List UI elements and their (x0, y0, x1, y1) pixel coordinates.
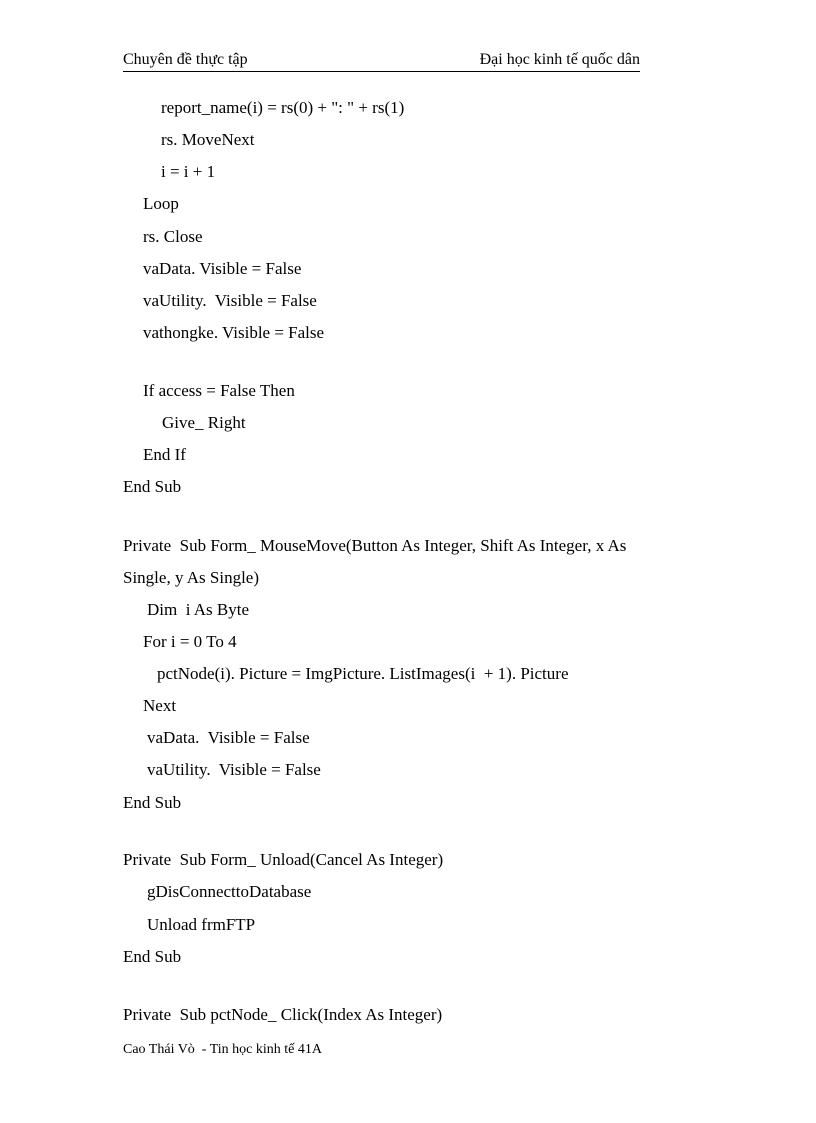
code-line: Dim i As Byte (147, 600, 250, 619)
code-line: End Sub (123, 477, 182, 496)
code-line: vathongke. Visible = False (143, 323, 325, 342)
code-line: Next (143, 696, 177, 715)
code-line: gDisConnecttoDatabase (147, 882, 312, 901)
code-line: Private Sub Form_ Unload(Cancel As Integer) (123, 850, 444, 869)
code-line: Single, y As Single) (123, 568, 260, 587)
code-line: Private Sub Form_ MouseMove(Button As Integer, Shift As Integer, x As (123, 536, 627, 555)
code-line: Loop (143, 194, 179, 213)
header-left-text: Chuyên đề thực tập (123, 51, 248, 68)
code-line: End If (143, 445, 186, 464)
code-line: Unload frmFTP (147, 915, 256, 934)
page-header (123, 49, 640, 72)
header-right-text: Đại học kinh tế quốc dân (479, 51, 640, 68)
code-line: report_name(i) = rs(0) + ": " + rs(1) (161, 98, 405, 117)
code-line: For i = 0 To 4 (143, 632, 237, 651)
code-line: End Sub (123, 793, 182, 812)
code-line: Private Sub pctNode_ Click(Index As Integer) (123, 1005, 443, 1024)
code-line: rs. Close (143, 227, 203, 246)
code-line: vaUtility. Visible = False (147, 760, 321, 779)
code-line: End Sub (123, 947, 182, 966)
page-footer: Cao Thái Vò - Tin học kinh tế 41A (123, 1042, 322, 1057)
code-line: pctNode(i). Picture = ImgPicture. ListImages(i + 1). Picture (157, 664, 569, 683)
code-line: vaUtility. Visible = False (143, 291, 317, 310)
code-line: vaData. Visible = False (147, 728, 310, 747)
code-line: If access = False Then (143, 381, 295, 400)
code-line: Give_ Right (162, 413, 246, 432)
code-line: i = i + 1 (161, 162, 216, 181)
code-line: vaData. Visible = False (143, 259, 302, 278)
code-line: rs. MoveNext (161, 130, 255, 149)
